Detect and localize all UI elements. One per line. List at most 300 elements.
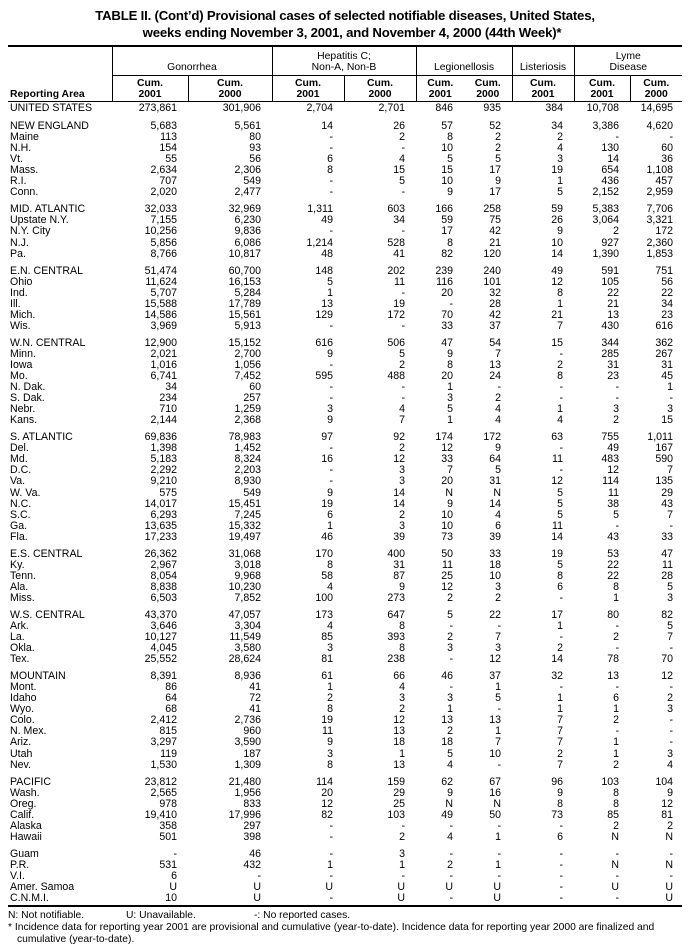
row-value-cell: 70 (441, 308, 453, 321)
footnote-legend (8, 910, 682, 922)
row-value-cell: 1 (613, 591, 620, 604)
row-value-cell: 2 (557, 358, 564, 371)
row-value-cell: 15,451 (228, 497, 261, 510)
row-value-cell: - (497, 758, 502, 771)
header-hepatitis-c-2000: Cum. 2000 (344, 76, 416, 102)
row-value-cell: N (611, 858, 620, 871)
row-value-cell: - (449, 892, 453, 905)
row-value-cell: 17,233 (144, 530, 177, 543)
row-value-cell: 172 (655, 225, 674, 238)
row-value-cell: 22 (607, 286, 620, 299)
row-value-cell: 1 (557, 703, 564, 716)
row-value-cell: 7,155 (150, 214, 177, 227)
row-area-label: W.N. CENTRAL (10, 336, 86, 349)
row-value-cell: 172 (387, 308, 405, 321)
row-value-cell: 1 (557, 175, 564, 188)
table-row (8, 509, 682, 520)
row-value-cell: 14 (607, 153, 620, 166)
row-value-cell: 22 (489, 608, 502, 621)
row-value-cell: - (329, 847, 333, 860)
row-value-cell: 590 (655, 453, 674, 466)
row-value-cell: - (329, 131, 333, 144)
row-value-cell: 12 (551, 475, 564, 488)
row-value-cell: 2 (447, 631, 453, 644)
row-value-cell: 1 (613, 703, 620, 716)
row-value-cell: - (615, 870, 620, 882)
row-area-label: Va. (10, 475, 26, 488)
row-value-cell: 29 (393, 786, 405, 799)
row-value-cell: U (611, 881, 620, 894)
row-value-cell: U (325, 881, 333, 894)
row-area-label: P.R. (10, 858, 30, 871)
row-value-cell: 50 (489, 808, 502, 821)
row-value-cell: 37 (489, 319, 502, 332)
row-value-cell: - (559, 591, 564, 604)
row-value-cell: 49 (551, 264, 564, 277)
row-area-label: Conn. (10, 186, 39, 199)
row-value-cell: 43 (607, 530, 620, 543)
row-value-cell: 34 (551, 120, 564, 133)
row-value-cell: 9 (327, 414, 333, 427)
row-value-cell: 2,021 (150, 347, 177, 360)
row-value-cell: 56 (249, 153, 261, 166)
table-row (8, 759, 682, 770)
row-value-cell: 93 (249, 142, 261, 155)
row-area-label: E.S. CENTRAL (10, 547, 83, 560)
row-value-cell: 202 (387, 264, 405, 277)
row-value-cell: 4 (557, 142, 564, 155)
header-lyme-2001: Cum. 2001 (574, 76, 630, 102)
row-value-cell: 3 (495, 580, 502, 593)
row-value-cell: 13,635 (144, 519, 177, 532)
row-value-cell: 8 (447, 236, 453, 249)
row-value-cell: 135 (655, 475, 674, 488)
row-area-label: Ala. (10, 580, 29, 593)
row-value-cell: - (669, 725, 674, 738)
row-value-cell: - (497, 381, 502, 394)
row-value-cell: 7,706 (646, 203, 674, 216)
row-value-cell: 14 (321, 120, 333, 133)
row-area-label: Ind. (10, 286, 28, 299)
table-row (8, 360, 682, 371)
row-value-cell: N (445, 486, 453, 499)
row-value-cell: 2,020 (150, 186, 177, 199)
row-value-cell: 1 (613, 747, 620, 760)
table-row (8, 748, 682, 759)
row-value-cell: 148 (315, 264, 333, 277)
row-value-cell: 239 (435, 264, 453, 277)
row-value-cell: 86 (165, 681, 177, 694)
row-value-cell: - (401, 186, 405, 199)
row-value-cell: 49 (321, 214, 333, 227)
row-value-cell: 119 (160, 747, 177, 760)
row-value-cell: 7 (557, 714, 564, 727)
row-value-cell: 960 (243, 725, 261, 738)
row-value-cell: 2,306 (234, 164, 261, 177)
row-value-cell: 25,552 (144, 653, 177, 666)
row-value-cell: 488 (387, 370, 405, 383)
row-value-cell: 2 (613, 414, 620, 427)
row-value-cell: 24 (489, 370, 502, 383)
row-value-cell: 549 (243, 175, 261, 188)
row-area-label: N.C. (10, 497, 32, 510)
row-value-cell: 1 (447, 414, 453, 427)
row-value-cell: 67 (489, 775, 502, 788)
row-value-cell: 8 (557, 797, 564, 810)
row-area-label: Mich. (10, 308, 36, 321)
row-value-cell: 82 (661, 608, 674, 621)
row-value-cell: 7,452 (234, 370, 261, 383)
row-value-cell: 3,018 (234, 558, 261, 571)
table-row (8, 532, 682, 543)
row-value-cell: 2,959 (646, 186, 674, 199)
table-row (8, 415, 682, 426)
row-value-cell: 61 (321, 670, 333, 683)
row-value-cell: 2 (613, 758, 620, 771)
row-value-cell: 14,695 (640, 102, 674, 114)
table-row (8, 560, 682, 571)
row-value-cell: 9 (447, 347, 453, 360)
row-value-cell: 384 (545, 102, 564, 114)
row-value-cell: U (397, 892, 405, 905)
row-value-cell: 63 (551, 431, 564, 444)
row-value-cell: 25 (393, 797, 405, 810)
row-area-label: Vt. (10, 153, 23, 166)
row-value-cell: U (445, 881, 453, 894)
row-area-label: MOUNTAIN (10, 670, 66, 683)
row-value-cell: 301,906 (222, 102, 261, 114)
row-value-cell: - (449, 297, 453, 310)
row-value-cell: 5,183 (150, 453, 177, 466)
row-value-cell: 8,391 (150, 670, 177, 683)
table-row (8, 404, 682, 415)
row-value-cell: 14 (551, 530, 564, 543)
row-value-cell: 87 (393, 569, 405, 582)
row-value-cell: 8 (327, 164, 333, 177)
row-value-cell: 34 (165, 381, 177, 394)
row-value-cell: 7 (557, 758, 564, 771)
row-value-cell: 82 (441, 247, 453, 260)
table-row (8, 176, 682, 187)
row-value-cell: 45 (661, 370, 674, 383)
row-value-cell: 362 (655, 336, 674, 349)
row-value-cell: 2,368 (234, 414, 261, 427)
row-value-cell: 3 (447, 392, 453, 405)
header-listeriosis-2001: Cum. 2001 (512, 76, 574, 102)
row-area-label: Colo. (10, 714, 35, 727)
table-row (8, 321, 682, 332)
row-area-label: Tex. (10, 653, 30, 666)
row-value-cell: 5 (399, 175, 405, 188)
row-value-cell: 9 (399, 580, 405, 593)
row-value-cell: - (329, 175, 333, 188)
row-value-cell: 3 (399, 475, 405, 488)
row-value-cell: 10 (165, 892, 177, 905)
table-row (8, 893, 682, 904)
row-value-cell: 6 (557, 580, 564, 593)
row-value-cell: 166 (435, 203, 453, 216)
row-value-cell: 3 (447, 692, 453, 705)
row-value-cell: - (401, 392, 405, 405)
row-area-label: NEW ENGLAND (10, 120, 89, 133)
table-row (8, 571, 682, 582)
row-value-cell: 12 (393, 714, 405, 727)
row-value-cell: 5 (667, 580, 674, 593)
row-value-cell: - (449, 620, 453, 633)
legend-not-notifiable: N: Not notifiable. (8, 910, 85, 921)
row-value-cell: 129 (315, 308, 333, 321)
row-value-cell: 53 (607, 547, 620, 560)
row-value-cell: 21,480 (228, 775, 261, 788)
header-group-legionellosis: Legionellosis (416, 46, 512, 76)
row-value-cell: 5,856 (150, 236, 177, 249)
row-value-cell: 12 (441, 580, 453, 593)
row-area-label: N.H. (10, 142, 32, 155)
row-value-cell: - (329, 186, 333, 199)
table-row (8, 487, 682, 498)
table-row (8, 154, 682, 165)
row-value-cell: 64 (489, 453, 502, 466)
row-value-cell: 92 (393, 431, 405, 444)
row-value-cell: 19 (551, 164, 564, 177)
row-value-cell: 595 (315, 370, 333, 383)
row-value-cell: 2,292 (150, 464, 177, 477)
row-value-cell: 6 (327, 153, 333, 166)
table-row (8, 432, 682, 443)
row-value-cell: 19 (321, 714, 333, 727)
row-value-cell: 15,152 (228, 336, 261, 349)
row-value-cell: 23 (661, 308, 674, 321)
row-value-cell: 9 (557, 225, 564, 238)
row-value-cell: 13 (441, 714, 453, 727)
row-value-cell: 4 (495, 403, 502, 416)
row-value-cell: 7 (557, 736, 564, 749)
table-row (8, 821, 682, 832)
row-value-cell: 3 (613, 403, 620, 416)
row-value-cell: 9 (557, 786, 564, 799)
row-value-cell: 2,634 (150, 164, 177, 177)
row-value-cell: 14,017 (144, 497, 177, 510)
table-row (8, 788, 682, 799)
row-value-cell: - (329, 475, 333, 488)
row-value-cell: 1,309 (234, 758, 261, 771)
row-value-cell: 267 (655, 347, 674, 360)
row-area-label: W. Va. (10, 486, 41, 499)
row-value-cell: 13 (607, 670, 620, 683)
row-value-cell: 14,586 (144, 308, 177, 321)
row-value-cell: 46 (249, 847, 261, 860)
row-value-cell: 2 (447, 858, 453, 871)
row-value-cell: 2 (495, 142, 502, 155)
row-value-cell: 6 (171, 870, 177, 882)
row-value-cell: 32 (489, 286, 502, 299)
row-area-label: W.S. CENTRAL (10, 608, 85, 621)
row-area-label: N. Mex. (10, 725, 47, 738)
row-area-label: Utah (10, 747, 33, 760)
row-value-cell: 1,452 (234, 442, 261, 455)
row-value-cell: - (497, 870, 502, 882)
row-value-cell: 2,565 (150, 786, 177, 799)
row-value-cell: 103 (387, 808, 405, 821)
table-row (8, 476, 682, 487)
row-value-cell: 11 (608, 486, 620, 499)
row-value-cell: - (669, 870, 674, 882)
row-value-cell: 32,033 (144, 203, 177, 216)
row-value-cell: 80 (249, 131, 261, 144)
row-value-cell: - (173, 847, 177, 860)
row-value-cell: 13 (489, 714, 502, 727)
row-value-cell: 846 (435, 102, 453, 114)
row-value-cell: - (615, 620, 620, 633)
row-value-cell: 14 (489, 497, 502, 510)
row-value-cell: 85 (607, 808, 620, 821)
row-value-cell: 3 (495, 642, 502, 655)
header-reporting-area: Reporting Area (10, 88, 85, 100)
row-value-cell: 8 (613, 580, 620, 593)
header-group-row (8, 46, 682, 76)
row-value-cell: 8 (557, 286, 564, 299)
table-row (8, 338, 682, 349)
row-value-cell: 1 (557, 297, 564, 310)
row-value-cell: 3 (399, 692, 405, 705)
row-value-cell: 8,324 (234, 453, 261, 466)
row-value-cell: 11 (394, 275, 405, 288)
row-value-cell: - (329, 464, 333, 477)
row-value-cell: 5 (495, 692, 502, 705)
header-lyme-2000: Cum. 2000 (630, 76, 682, 102)
row-value-cell: 5,707 (150, 286, 177, 299)
row-value-cell: - (615, 519, 620, 532)
row-value-cell: 591 (601, 264, 620, 277)
row-value-cell: 5 (557, 486, 564, 499)
row-value-cell: 20 (441, 370, 453, 383)
row-value-cell: 8 (399, 642, 405, 655)
row-value-cell: 72 (249, 692, 261, 705)
row-value-cell: 12 (489, 653, 502, 666)
row-value-cell: U (397, 881, 405, 894)
row-value-cell: 3,646 (150, 620, 177, 633)
row-value-cell: 1 (495, 830, 502, 843)
row-value-cell: 393 (387, 631, 405, 644)
row-value-cell: 13 (393, 758, 405, 771)
row-value-cell: - (401, 225, 405, 238)
row-value-cell: 4 (447, 758, 453, 771)
row-value-cell: U (253, 881, 261, 894)
row-value-cell: 5 (447, 608, 453, 621)
row-value-cell: 28,624 (228, 653, 261, 666)
row-value-cell: 62 (441, 775, 453, 788)
table-row (8, 832, 682, 843)
row-value-cell: 14 (393, 497, 405, 510)
title-line-1: TABLE II. (Cont’d) Provisional cases of selected notifiable diseases, United States, (95, 8, 595, 23)
row-value-cell: 12,900 (144, 336, 177, 349)
table-row (8, 393, 682, 404)
row-value-cell: 616 (315, 336, 333, 349)
table-row (8, 643, 682, 654)
table-row (8, 443, 682, 454)
row-value-cell: 10,127 (144, 631, 177, 644)
row-value-cell: 8,054 (150, 569, 177, 582)
row-area-label: Ariz. (10, 736, 32, 749)
row-value-cell: N (665, 858, 674, 871)
row-value-cell: 20 (321, 786, 333, 799)
row-value-cell: 3,304 (234, 620, 261, 633)
row-value-cell: 5 (613, 508, 620, 521)
row-area-label: Ill. (10, 297, 21, 310)
row-value-cell: 707 (159, 175, 177, 188)
row-value-cell: 273,861 (138, 102, 177, 114)
row-value-cell: 32,969 (228, 203, 261, 216)
row-value-cell: 8 (447, 358, 453, 371)
row-value-cell: 3 (399, 519, 405, 532)
row-area-label: Wis. (10, 319, 31, 332)
footnote-star-line-1: * Incidence data for reporting year 2001 are provisional and cumulative (year-to-date). Incidence data for reporting year 2000 are finalized and (8, 922, 655, 934)
header-gonorrhea-2000: Cum. 2000 (188, 76, 272, 102)
row-value-cell: - (329, 392, 333, 405)
table-row (8, 737, 682, 748)
row-value-cell: 6,086 (234, 236, 261, 249)
row-value-cell: 105 (601, 275, 620, 288)
row-value-cell: 2 (399, 358, 405, 371)
row-value-cell: 2 (613, 631, 620, 644)
row-value-cell: 2,360 (646, 236, 674, 249)
row-value-cell: 3,580 (234, 642, 261, 655)
row-value-cell: 78,983 (228, 431, 261, 444)
row-value-cell: - (449, 819, 453, 832)
row-value-cell: - (329, 830, 333, 843)
table-row (8, 654, 682, 665)
row-area-label: Amer. Samoa (10, 881, 75, 894)
row-value-cell: 3 (399, 464, 405, 477)
row-value-cell: 13 (489, 358, 502, 371)
row-value-cell: 33 (441, 319, 453, 332)
row-value-cell: - (401, 819, 405, 832)
row-value-cell: - (497, 703, 502, 716)
row-area-label: Mont. (10, 681, 37, 694)
row-value-cell: - (401, 381, 405, 394)
row-value-cell: - (669, 847, 674, 860)
row-value-cell: - (449, 870, 453, 882)
row-value-cell: 457 (655, 175, 674, 188)
row-value-cell: N (493, 797, 502, 810)
row-value-cell: 2 (495, 392, 502, 405)
row-value-cell: 11,624 (145, 275, 177, 288)
row-value-cell: 398 (243, 830, 261, 843)
table-row (8, 143, 682, 154)
table-row (8, 549, 682, 560)
row-value-cell: 28 (489, 297, 502, 310)
row-value-cell: 50 (441, 547, 453, 560)
row-value-cell: 297 (243, 819, 261, 832)
row-value-cell: 73 (441, 530, 453, 543)
row-value-cell: 15,561 (228, 308, 261, 321)
row-value-cell: 42 (489, 308, 502, 321)
row-value-cell: 41 (393, 247, 405, 260)
table-row (8, 593, 682, 604)
row-area-label: Wyo. (10, 703, 35, 716)
row-value-cell: 75 (489, 214, 502, 227)
row-value-cell: 2 (667, 819, 674, 832)
row-area-label: Ohio (10, 275, 33, 288)
row-value-cell: 42 (489, 225, 502, 238)
row-value-cell: - (401, 142, 405, 155)
row-value-cell: 15 (393, 164, 405, 177)
row-value-cell: 81 (661, 808, 674, 821)
row-value-cell: 7,245 (234, 508, 261, 521)
row-value-cell: 17,996 (228, 808, 261, 821)
page-title (8, 6, 682, 45)
row-value-cell: 4 (557, 414, 564, 427)
